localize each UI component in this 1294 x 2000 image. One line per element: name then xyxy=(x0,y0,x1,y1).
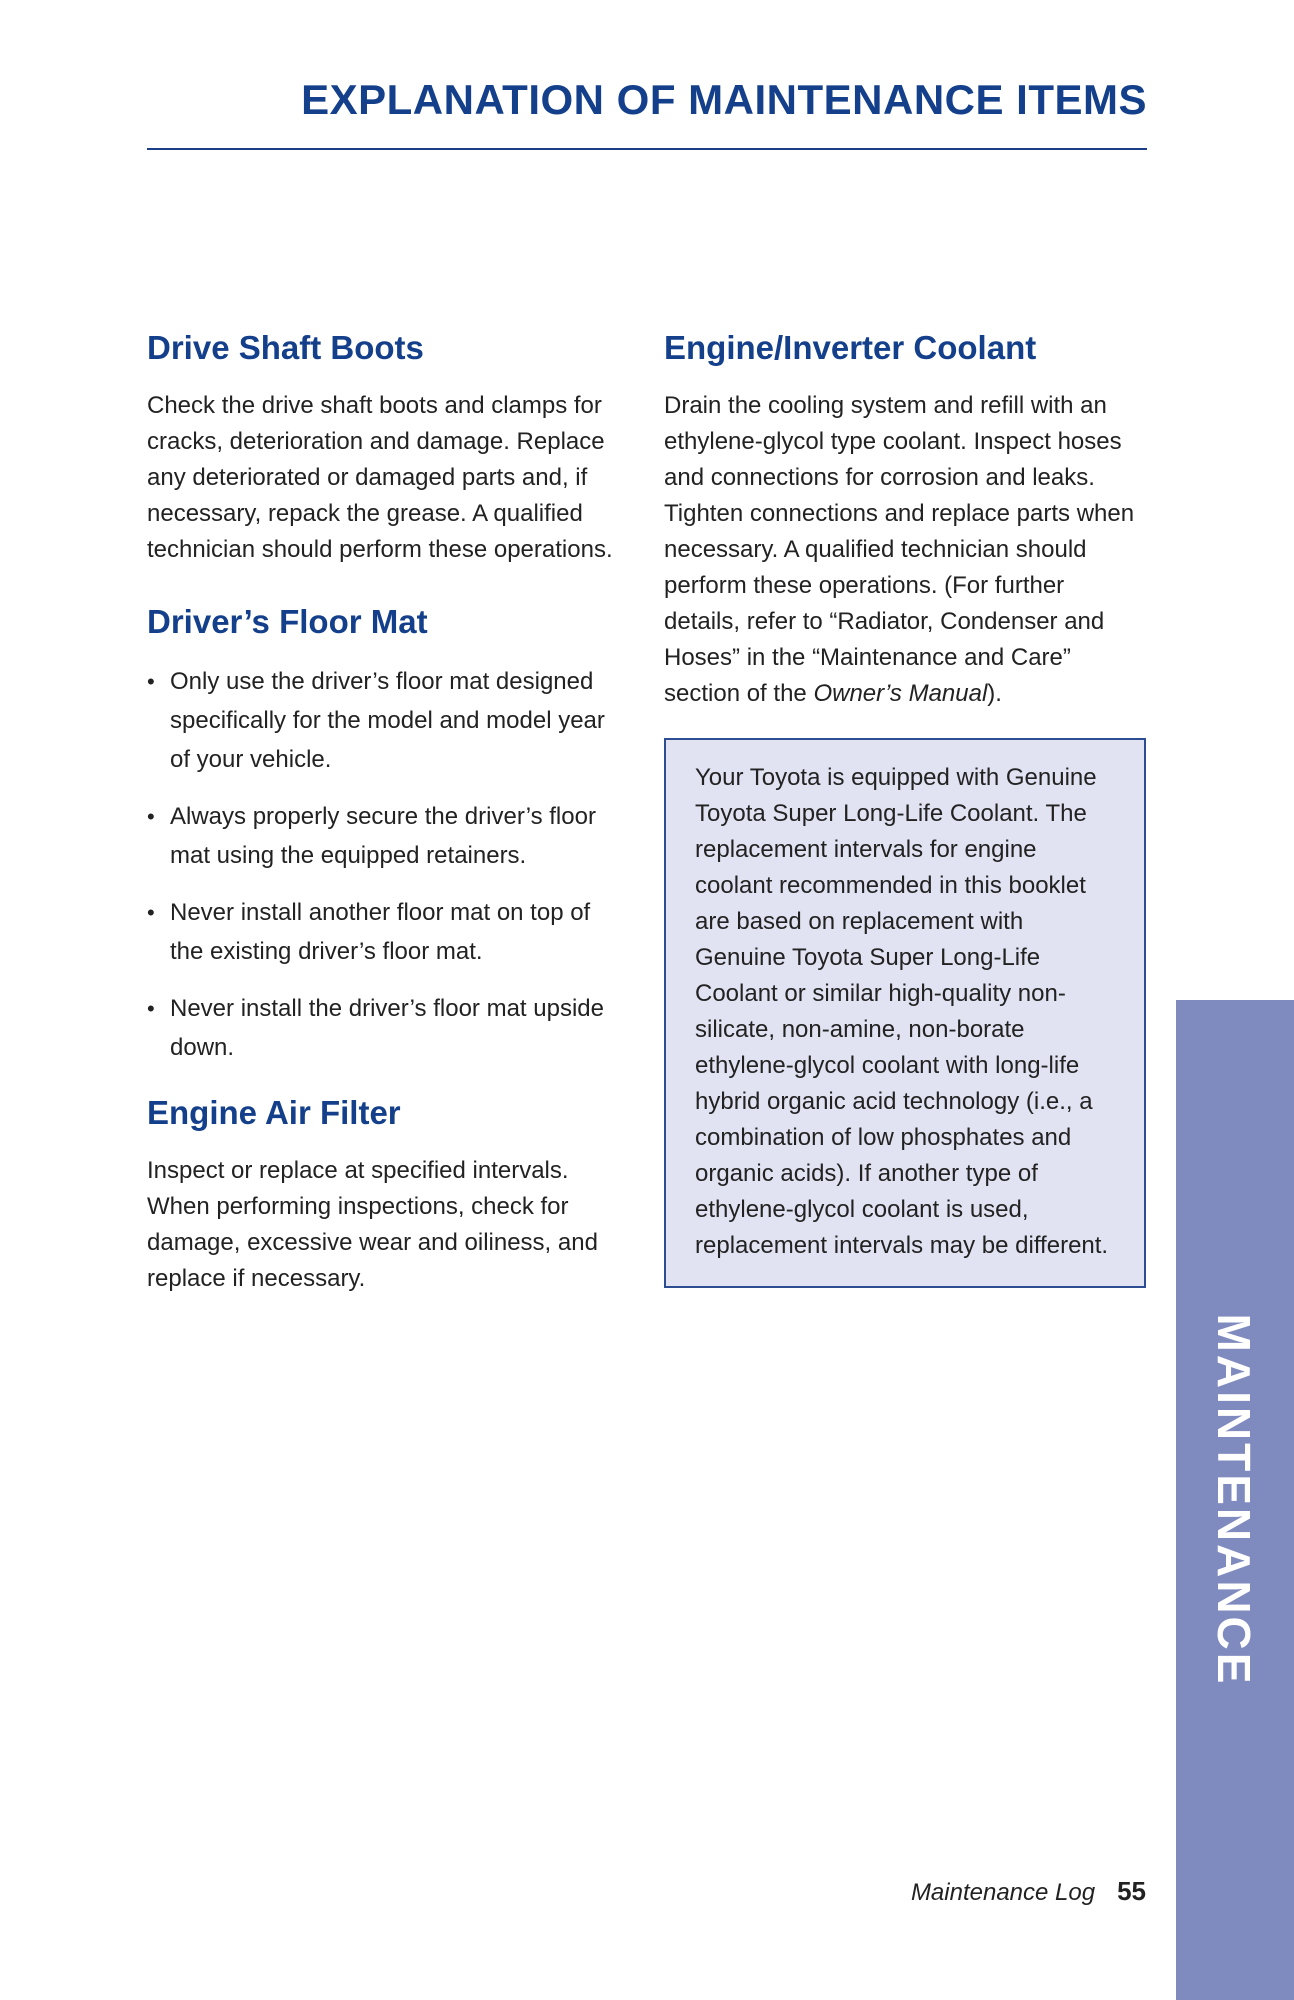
bullet-icon: • xyxy=(147,804,155,829)
coolant-note-box xyxy=(664,738,1146,1288)
coolant-text-end: ). xyxy=(987,680,1002,707)
drivers-floor-mat-heading: Driver’s Floor Mat xyxy=(147,603,428,640)
list-item xyxy=(147,989,627,1067)
engine-inverter-coolant-section xyxy=(664,320,1146,712)
owners-manual-reference: Owner’s Manual xyxy=(813,680,988,707)
list-item-text: Only use the driver’s floor mat designed specifically for the model and model year of your vehicle. xyxy=(170,668,605,773)
page-footer xyxy=(911,1876,1146,1907)
left-column xyxy=(147,320,627,1323)
engine-inverter-coolant-heading: Engine/Inverter Coolant xyxy=(664,329,1037,366)
list-item-text: Always properly secure the driver’s floor mat using the equipped retainers. xyxy=(170,803,596,869)
list-item xyxy=(147,893,627,971)
engine-air-filter-heading: Engine Air Filter xyxy=(147,1094,401,1131)
bullet-icon: • xyxy=(147,900,155,925)
footer-section-name: Maintenance Log xyxy=(910,1879,1096,1906)
engine-air-filter-section xyxy=(147,1085,627,1297)
page-title: EXPLANATION OF MAINTENANCE ITEMS xyxy=(301,76,1147,123)
drive-shaft-boots-heading: Drive Shaft Boots xyxy=(147,329,424,366)
engine-air-filter-text: Inspect or replace at specified intervals. When performing inspections, check for damage, excessive wear and oiliness, and replace if necessary. xyxy=(147,1157,598,1292)
list-item-text: Never install the driver’s floor mat upside down. xyxy=(170,995,604,1061)
engine-inverter-coolant-text xyxy=(664,388,1146,712)
page-header xyxy=(147,70,1147,150)
page-number: 55 xyxy=(1117,1876,1146,1906)
list-item xyxy=(147,797,627,875)
coolant-text-main: Drain the cooling system and refill with an ethylene-glycol type coolant. Inspect hoses and connections for corrosion and leaks. Tighten connections and replace parts when necessary. A qualified technician should perform these operations. (For further details, refer to “Radiator, Condenser and Hoses” in the “Maintenance and Care” section of the xyxy=(664,392,1135,707)
section-side-tab-label: MAINTENANCE xyxy=(1208,1313,1260,1687)
drive-shaft-boots-text: Check the drive shaft boots and clamps for cracks, deterioration and damage. Replace any deteriorated or damaged parts and, if necessary, repack the grease. A qualified technician should perform these operations. xyxy=(147,392,613,563)
drivers-floor-mat-section xyxy=(147,594,627,1067)
coolant-note-text: Your Toyota is equipped with Genuine Toyota Super Long-Life Coolant. The replacement intervals for engine coolant recommended in this booklet are based on replacement with Genuine Toyota Super Long-Life Coolant or similar high-quality non-silicate, non-amine, non-borate ethylene-glycol coolant with long-life hybrid organic acid technology (i.e., a combination of low phosphates and organic acids). If another type of ethylene-glycol coolant is used, replacement intervals may be different. xyxy=(695,764,1109,1259)
list-item xyxy=(147,662,627,779)
bullet-icon: • xyxy=(147,996,155,1021)
bullet-icon: • xyxy=(147,669,155,694)
drive-shaft-boots-section xyxy=(147,320,627,568)
list-item-text: Never install another floor mat on top of the existing driver’s floor mat. xyxy=(170,899,591,965)
floor-mat-list xyxy=(147,662,627,1067)
right-column xyxy=(664,320,1146,1288)
